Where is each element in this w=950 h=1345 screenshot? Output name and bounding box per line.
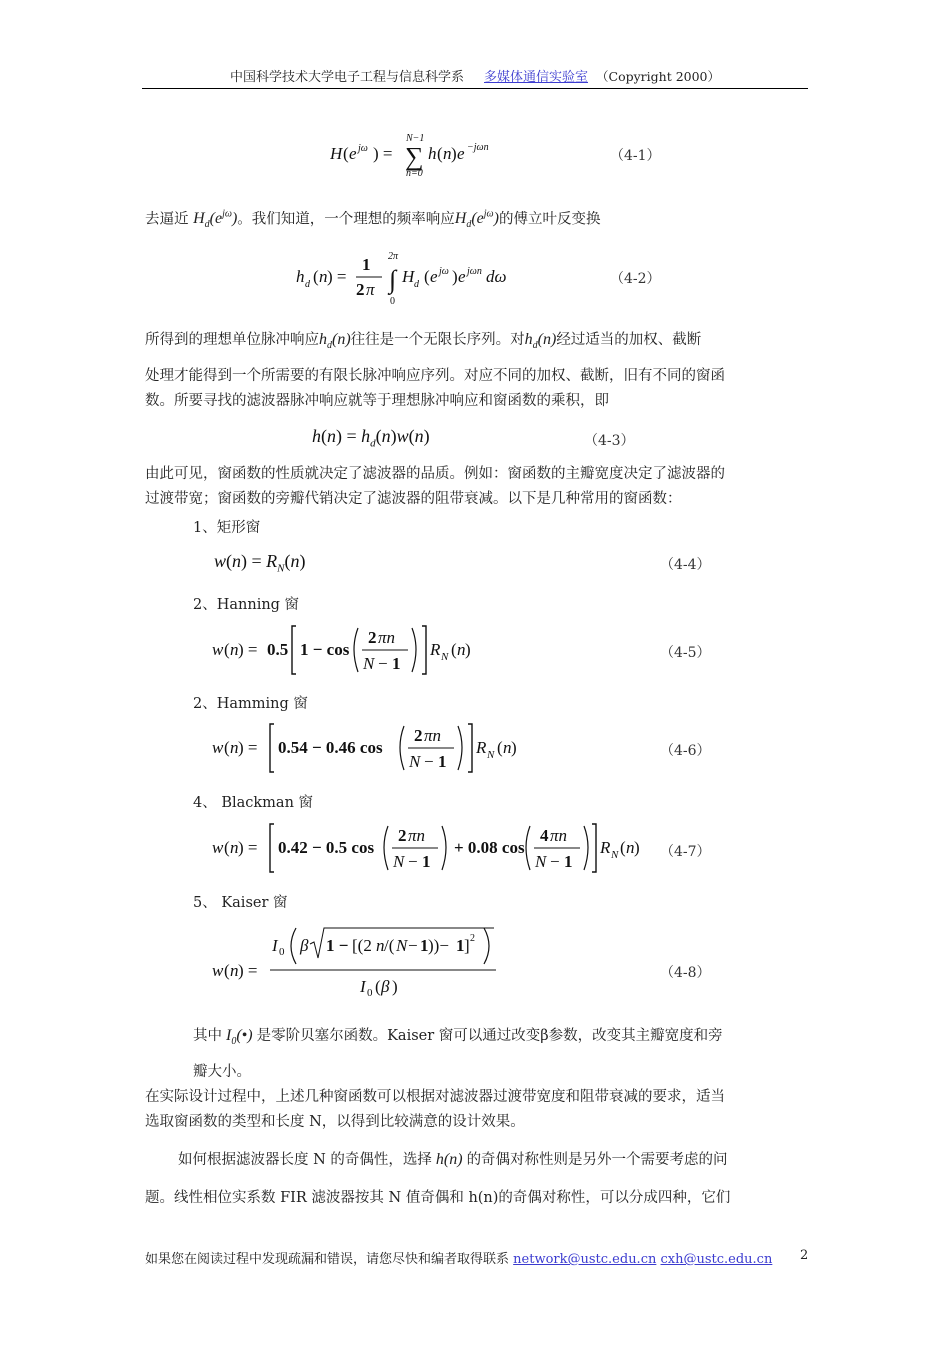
svg-text:+ 0.08 cos: + 0.08 cos: [454, 838, 525, 857]
svg-text:): ): [465, 640, 471, 659]
svg-text:e: e: [430, 267, 438, 286]
svg-text:N: N: [535, 852, 547, 871]
svg-text:R: R: [476, 738, 487, 757]
svg-text:1 − cos: 1 − cos: [300, 640, 350, 659]
paragraph-2-cont: [145, 364, 810, 414]
svg-text:(: (: [313, 267, 319, 286]
svg-text:jωn: jωn: [467, 266, 482, 277]
paragraph-line: 过渡带宽；窗函数的旁瓣代销决定了滤波器的阻带衰减。以下是几种常用的窗函数：: [145, 491, 682, 507]
list-item-blackman: 4、 Blackman 窗: [193, 795, 314, 811]
inline-math-I0: $I_0(•)$: [222, 1027, 257, 1048]
svg-text:4: 4: [540, 826, 549, 845]
inline-math-hn: h(n): [431, 1151, 467, 1168]
text-segment: 是零阶贝塞尔函数。Kaiser 窗可以通过改变β参数，改变其主瓣宽度和旁: [256, 1028, 723, 1044]
text-segment: 其中: [193, 1028, 222, 1044]
equation-4-6-formula: [212, 718, 532, 776]
svg-text:n: n: [230, 738, 239, 757]
svg-text:1: 1: [392, 654, 401, 673]
equation-number: （4-2）: [610, 271, 661, 287]
svg-text:H: H: [402, 267, 415, 286]
equation-number: （4-7）: [660, 844, 711, 860]
svg-text:∫: ∫: [389, 265, 397, 294]
footer-email-link[interactable]: cxh@ustc.edu.cn: [660, 1252, 773, 1267]
svg-text:N: N: [409, 752, 421, 771]
svg-text:−: −: [408, 852, 418, 871]
paragraph-4: [193, 1022, 810, 1055]
svg-text:I: I: [360, 977, 366, 996]
paragraph-line: 选取窗函数的类型和长度 N，以得到比较满意的设计效果。: [145, 1114, 525, 1130]
text-segment: 所得到的理想单位脉冲响应: [145, 332, 319, 348]
svg-text:n=0: n=0: [406, 168, 423, 179]
inline-math-hd: $h_d(n)$: [524, 331, 557, 352]
svg-text:N: N: [487, 749, 495, 761]
equation-number: （4-1）: [610, 148, 661, 164]
equation-4-2-formula: [296, 248, 536, 308]
svg-text:∑: ∑: [405, 142, 424, 171]
svg-text:2: 2: [368, 628, 377, 647]
svg-text:N−1: N−1: [406, 133, 425, 144]
svg-text:n: n: [230, 838, 239, 857]
svg-text:(: (: [497, 738, 503, 757]
inline-math-Hd: $H_d(e^{j\omega})$: [193, 209, 238, 231]
svg-text:β: β: [381, 977, 390, 996]
svg-text:2π: 2π: [388, 251, 399, 262]
svg-text:/(: /(: [384, 936, 395, 955]
svg-text:0: 0: [279, 946, 285, 958]
paragraph-6: [178, 1146, 810, 1174]
page-header: [142, 66, 808, 85]
list-item-kaiser: 5、 Kaiser 窗: [193, 895, 288, 911]
svg-text:1: 1: [420, 936, 429, 955]
svg-text:N: N: [393, 852, 405, 871]
text-segment: 往往是一个无限长序列。对: [350, 332, 525, 348]
svg-text:w: w: [212, 961, 224, 980]
svg-text:−: −: [550, 852, 560, 871]
svg-text:2: 2: [398, 826, 407, 845]
equation-number: （4-3）: [584, 433, 635, 449]
equation-4-5-formula: [212, 620, 492, 678]
svg-text:): ): [511, 738, 517, 757]
svg-text:(: (: [224, 738, 230, 757]
svg-text:h: h: [428, 144, 437, 163]
svg-text:): ): [451, 144, 457, 163]
svg-text:jω: jω: [439, 266, 449, 277]
svg-text:w: w: [212, 738, 224, 757]
svg-text:) =: ) =: [373, 144, 393, 163]
svg-text:β: β: [300, 936, 309, 955]
svg-text:n: n: [626, 838, 635, 857]
svg-text:n: n: [503, 738, 512, 757]
svg-text:) =: ) =: [238, 961, 258, 980]
svg-text:H: H: [330, 144, 343, 163]
svg-text:d: d: [414, 279, 419, 290]
svg-text:): ): [452, 267, 458, 286]
paragraph-4-cont: [193, 1059, 810, 1086]
svg-text:): ): [392, 977, 398, 996]
svg-text:N: N: [363, 654, 375, 673]
svg-text:n: n: [443, 144, 452, 163]
svg-text:1 −: 1 −: [326, 936, 349, 955]
svg-text:2: 2: [470, 933, 475, 944]
svg-text:1: 1: [438, 752, 447, 771]
svg-text:−: −: [424, 752, 434, 771]
page-footer: [145, 1248, 772, 1267]
svg-text:n: n: [319, 267, 328, 286]
svg-text:jω: jω: [358, 143, 368, 154]
text-segment: 的傅立叶反变换: [498, 211, 601, 228]
svg-text:0.5: 0.5: [267, 640, 289, 659]
text-segment: 经过适当的加权、截断: [556, 332, 702, 348]
inline-math-Hd: $H_d(e^{j\omega})$: [454, 209, 499, 231]
svg-text:w: w: [212, 838, 224, 857]
svg-text:e: e: [458, 267, 466, 286]
paragraph-2: [145, 326, 810, 359]
equation-4-3-formula: $h(n) = h_d(n)w(n)$: [312, 426, 430, 450]
paragraph-line: 题。线性相位实系数 FIR 滤波器按其 N 值奇偶和 h(n)的奇偶对称性，可以分成四种，它们: [145, 1190, 731, 1206]
paragraph-line: [178, 1146, 810, 1174]
list-item-hamming: 2、Hamming 窗: [193, 696, 308, 712]
svg-text:−jωn: −jωn: [467, 142, 489, 153]
svg-text:2: 2: [414, 726, 423, 745]
paragraph-line: 瓣大小。: [193, 1064, 251, 1080]
list-item-rectangular: 1、矩形窗: [193, 520, 261, 536]
svg-text:πn: πn: [378, 628, 396, 647]
text-segment: 的奇偶对称性则是另外一个需要考虑的问: [466, 1152, 728, 1168]
svg-text:2: 2: [356, 280, 365, 299]
svg-text:πn: πn: [408, 826, 426, 845]
header-institution: 中国科学技术大学电子工程与信息科学系: [229, 70, 464, 85]
paragraph-line: 由此可见，窗函数的性质就决定了滤波器的品质。例如：窗函数的主瓣宽度决定了滤波器的: [145, 466, 725, 482]
paragraph-6-cont: [145, 1185, 810, 1212]
svg-text:(: (: [437, 144, 443, 163]
text-segment: 去逼近: [145, 211, 189, 228]
equation-4-7-formula: [212, 818, 652, 876]
equation-number: （4-4）: [660, 557, 711, 573]
paragraph-3: [145, 462, 810, 512]
svg-text:1: 1: [422, 852, 431, 871]
svg-text:dω: dω: [486, 267, 507, 286]
svg-text:) =: ) =: [238, 838, 258, 857]
svg-text:) =: ) =: [238, 738, 258, 757]
header-divider: [142, 88, 808, 89]
svg-text:) =: ) =: [238, 640, 258, 659]
svg-text:πn: πn: [550, 826, 568, 845]
paragraph-line: [193, 1022, 810, 1055]
svg-text:0.42 − 0.5 cos: 0.42 − 0.5 cos: [278, 838, 375, 857]
text-segment: 。我们知道，一个理想的频率响应: [237, 211, 455, 228]
svg-text:n: n: [230, 640, 239, 659]
svg-text:0: 0: [390, 296, 395, 307]
header-lab-link[interactable]: 多媒体通信实验室: [484, 70, 589, 85]
equation-number: （4-5）: [660, 645, 711, 661]
svg-text:(: (: [224, 640, 230, 659]
text-segment: 如何根据滤波器长度 N 的奇偶性，选择: [178, 1152, 432, 1168]
equation-4-4-formula: $w(n) = R_N(n)$: [214, 551, 306, 575]
equation-number: （4-6）: [660, 743, 711, 759]
svg-text:(: (: [375, 977, 381, 996]
svg-text:): ): [634, 838, 640, 857]
svg-text:n: n: [376, 936, 385, 955]
svg-text:N: N: [396, 936, 408, 955]
svg-text:w: w: [212, 640, 224, 659]
svg-text:R: R: [430, 640, 441, 659]
header-copyright: （Copyright 2000）: [596, 69, 721, 84]
svg-text:−: −: [378, 654, 388, 673]
equation-4-8-formula: [212, 924, 512, 1000]
page-number: 2: [800, 1248, 809, 1263]
footer-note: 如果您在阅读过程中发现疏漏和错误，请您尽快和编者取得联系: [145, 1252, 510, 1267]
inline-math-hd: $h_d(n)$: [319, 331, 351, 352]
svg-text:(: (: [224, 838, 230, 857]
svg-text:(: (: [451, 640, 457, 659]
svg-text:h: h: [296, 267, 305, 286]
svg-text:1: 1: [456, 936, 465, 955]
paragraph-line: 数。所要寻找的滤波器脉冲响应就等于理想脉冲响应和窗函数的乘积，即: [145, 393, 609, 409]
svg-text:0: 0: [367, 987, 373, 999]
svg-text:]: ]: [464, 936, 470, 955]
svg-text:(: (: [224, 961, 230, 980]
svg-text:e: e: [457, 144, 465, 163]
svg-text:d: d: [305, 279, 310, 290]
svg-text:−: −: [408, 936, 418, 955]
equation-number: （4-8）: [660, 965, 711, 981]
svg-text:(: (: [620, 838, 626, 857]
svg-text:[(2: [(2: [352, 936, 372, 955]
svg-text:N: N: [611, 849, 619, 861]
svg-text:I: I: [272, 936, 278, 955]
svg-text:n: n: [457, 640, 466, 659]
list-item-hanning: 2、Hanning 窗: [193, 597, 300, 613]
svg-text:) =: ) =: [327, 267, 347, 286]
equation-4-1-formula: [330, 128, 530, 180]
paragraph-line: 在实际设计过程中，上述几种窗函数可以根据对滤波器过渡带宽度和阻带衰减的要求，适当: [145, 1089, 725, 1105]
svg-text:1: 1: [564, 852, 573, 871]
footer-email-link[interactable]: network@ustc.edu.cn: [513, 1252, 657, 1267]
svg-text:(: (: [343, 144, 349, 163]
paragraph-line: 处理才能得到一个所需要的有限长脉冲响应序列。对应不同的加权、截断，旧有不同的窗函: [145, 368, 725, 384]
svg-text:n: n: [230, 961, 239, 980]
paragraph-1: [145, 201, 810, 239]
svg-text:1: 1: [362, 255, 371, 274]
svg-text:(: (: [424, 267, 430, 286]
svg-text:π: π: [366, 280, 375, 299]
svg-text:R: R: [600, 838, 611, 857]
svg-text:πn: πn: [424, 726, 442, 745]
svg-text:))−: ))−: [428, 936, 449, 955]
paragraph-5: [145, 1085, 810, 1135]
svg-text:0.54 − 0.46 cos: 0.54 − 0.46 cos: [278, 738, 383, 757]
svg-text:e: e: [349, 144, 357, 163]
paragraph-line: [145, 326, 810, 359]
svg-text:N: N: [441, 651, 449, 663]
